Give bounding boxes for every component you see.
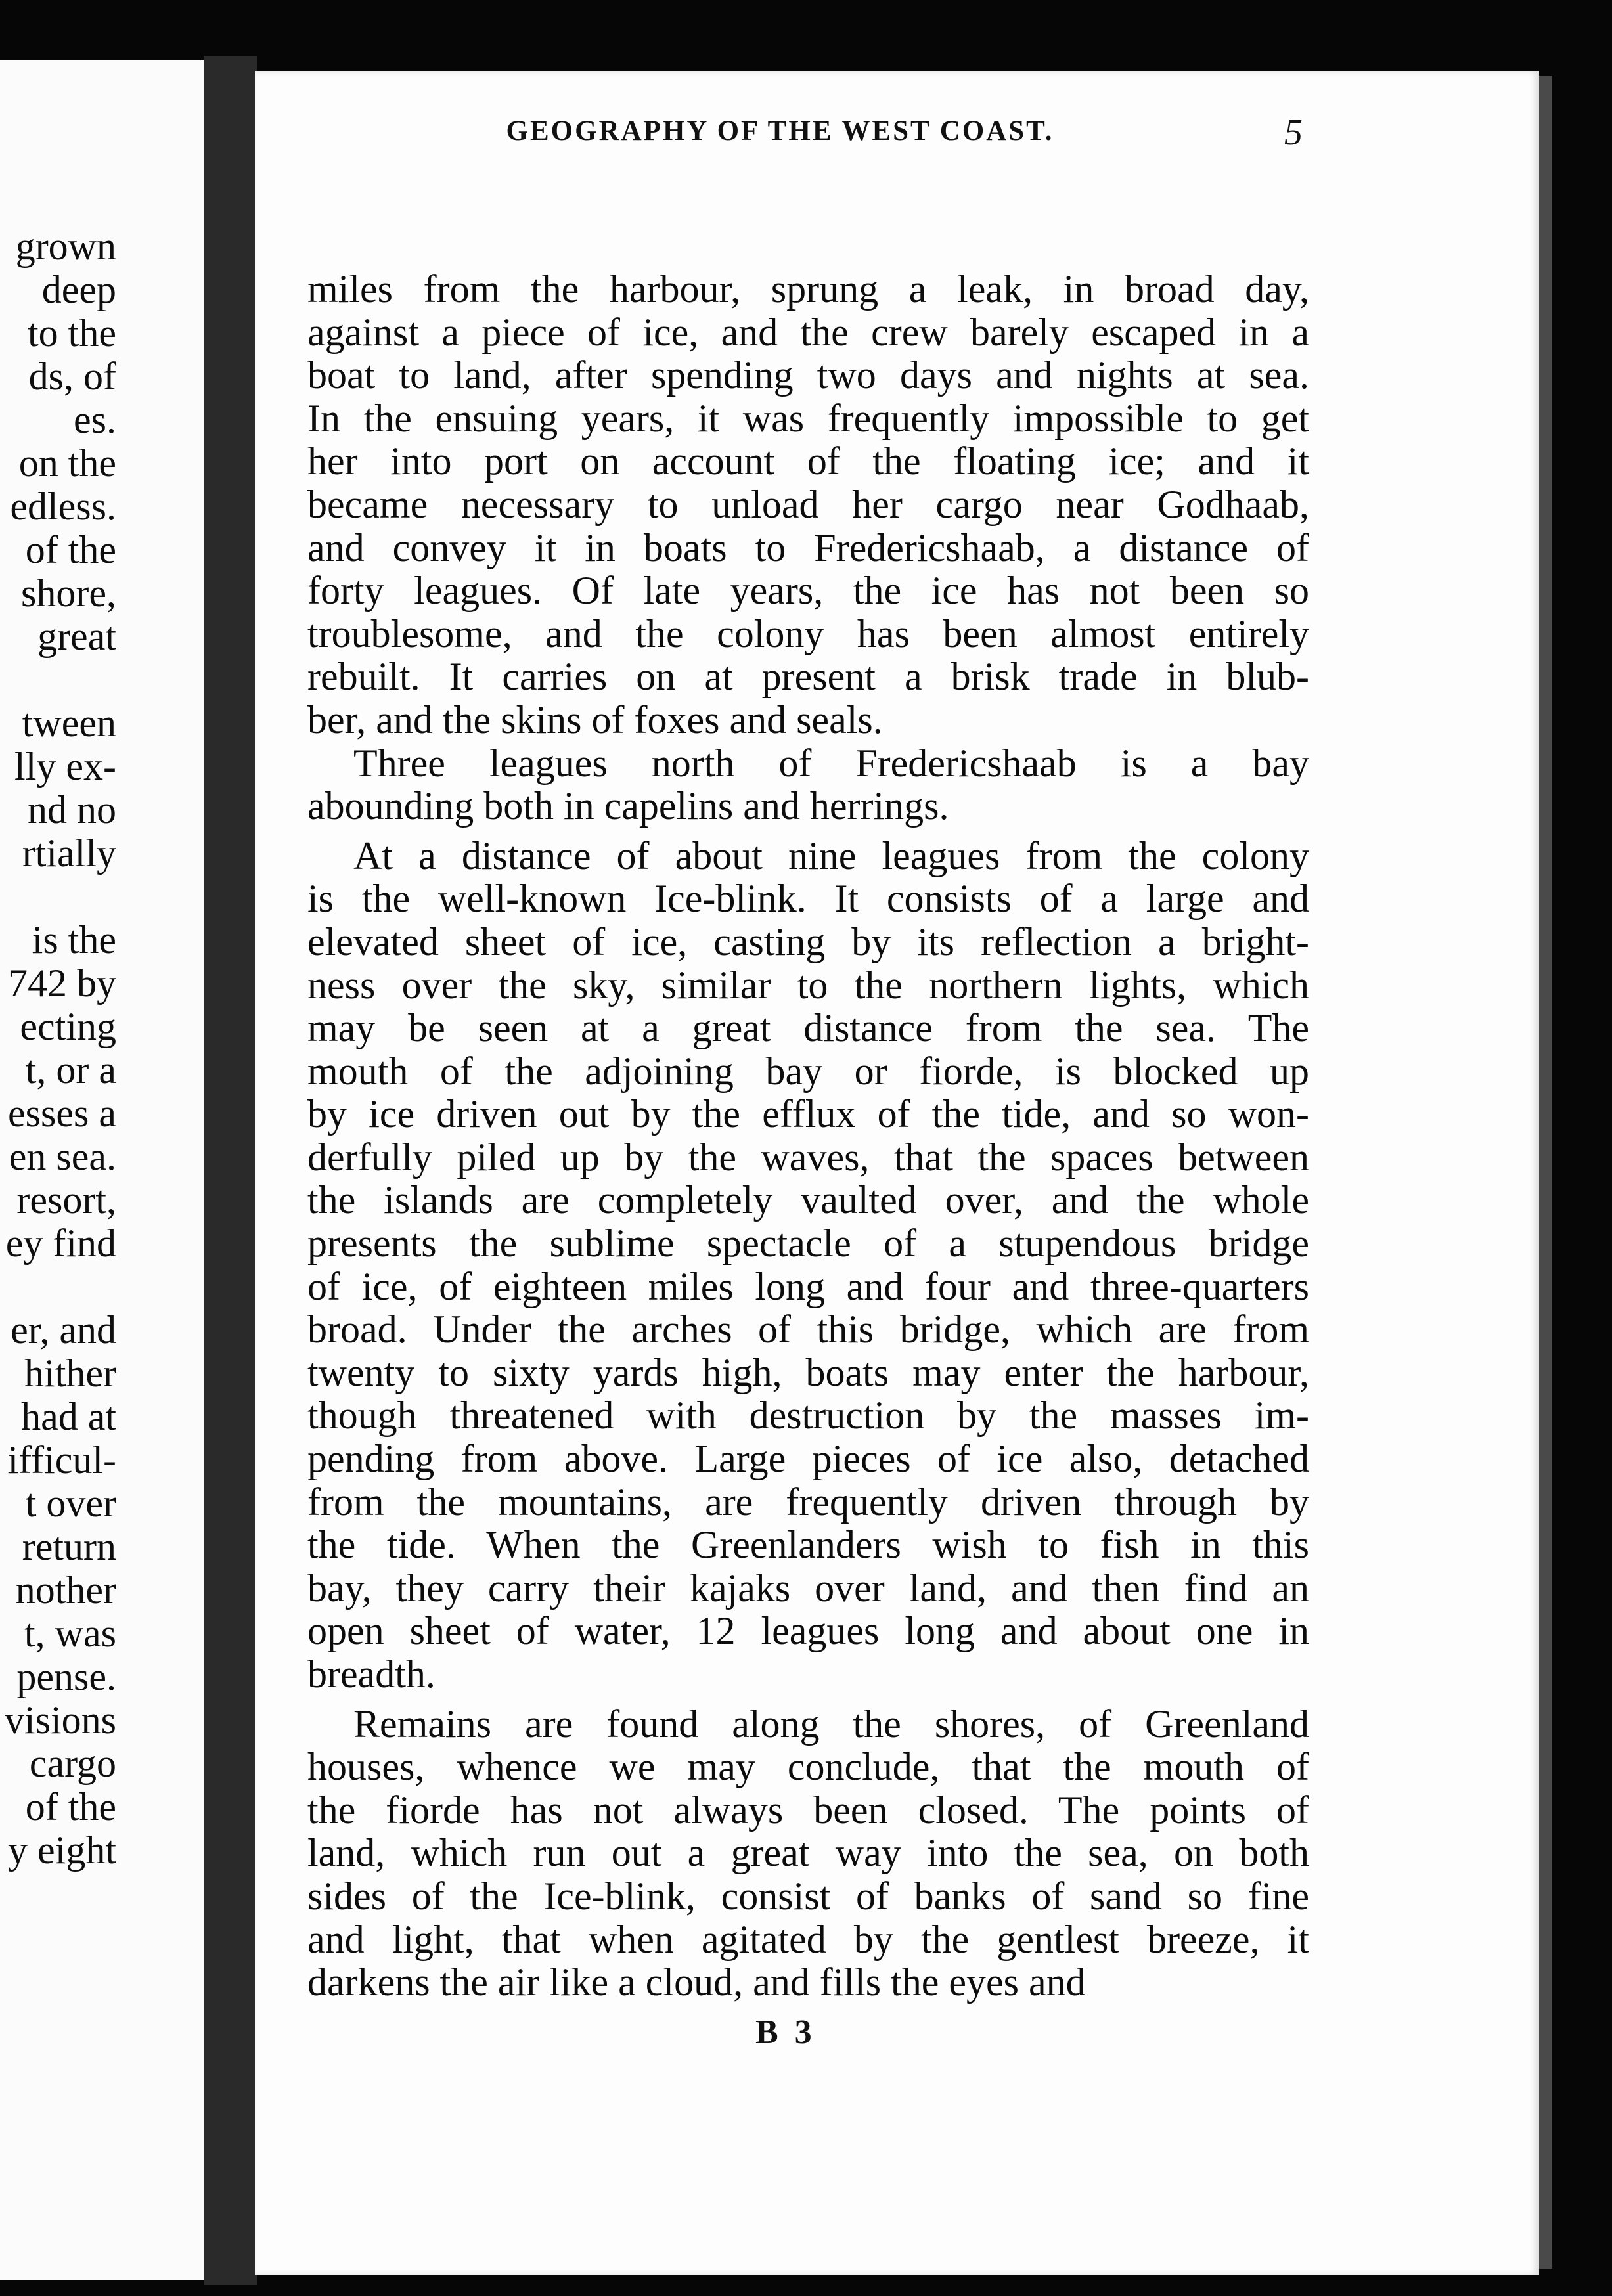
left-page-line: of the [25, 1785, 116, 1828]
text-line: pending from above. Large pieces of ice also, detached [307, 1437, 1309, 1481]
left-page-line: had at [21, 1395, 116, 1438]
running-head: GEOGRAPHY OF THE WEST COAST. [506, 116, 1054, 146]
left-page-line: resort, [16, 1178, 116, 1222]
text-line: twenty to sixty yards high, boats may enter the harbour, [307, 1350, 1309, 1394]
left-page-line: to the [28, 311, 116, 355]
text-line: against a piece of ice, and the crew barely escaped in a [307, 310, 1309, 354]
text-line: darkens the air like a cloud, and fills the eyes and [307, 1960, 1086, 2004]
text-line: from the mountains, are frequently driven through by [307, 1480, 1309, 1524]
text-line: though threatened with destruction by the masses im- [307, 1394, 1309, 1438]
left-page-line: nd no [28, 788, 116, 831]
text-line: In the ensuing years, it was frequently impossible to get [307, 396, 1309, 440]
text-line: broad. Under the arches of this bridge, which are from [307, 1308, 1309, 1352]
text-line: and light, that when agitated by the gentlest breeze, it [307, 1917, 1309, 1961]
text-line: her into port on account of the floating ice; and it [307, 439, 1309, 483]
left-page-line: tween [22, 701, 116, 745]
left-page-line: 742 by [8, 961, 116, 1005]
text-line: abounding both in capelins and herrings. [307, 784, 949, 828]
left-page-line [5, 1265, 116, 1308]
left-page-line: visions [4, 1698, 116, 1742]
left-page-line: nother [15, 1568, 116, 1612]
left-page-line: hither [24, 1352, 116, 1395]
left-page-line: es. [74, 398, 116, 441]
text-line: elevated sheet of ice, casting by its reflection a bright- [307, 919, 1309, 963]
left-page-line: pense. [16, 1655, 116, 1698]
text-line: the fiorde has not always been closed. The points of [307, 1788, 1309, 1832]
text-line: of ice, of eighteen miles long and four and three-quarters [307, 1264, 1309, 1308]
text-line: open sheet of water, 12 leagues long and about one in [307, 1609, 1309, 1653]
text-line: miles from the harbour, sprung a leak, in broad day, [307, 267, 1309, 311]
left-page-line: ds, of [28, 355, 116, 398]
text-line: rebuilt. It carries on at present a brisk trade in blub- [307, 655, 1309, 699]
left-page-line: esses a [8, 1092, 116, 1135]
text-line: At a distance of about nine leagues from the colony [353, 833, 1309, 877]
left-page-text-column [5, 225, 116, 1872]
text-line: may be seen at a great distance from the sea. The [307, 1006, 1309, 1050]
page-number: 5 [1284, 112, 1303, 153]
page-edge [1539, 76, 1552, 2269]
left-page-line: er, and [11, 1308, 116, 1352]
left-page-line: ifficul- [7, 1438, 116, 1482]
text-line: breadth. [307, 1652, 436, 1696]
text-line: Remains are found along the shores, of Greenland [353, 1702, 1309, 1746]
text-line: sides of the Ice-blink, consist of banks of sand so fine [307, 1874, 1309, 1918]
left-page-line: edless. [10, 485, 116, 528]
text-line: and convey it in boats to Fredericshaab, a distance of [307, 525, 1309, 569]
left-page-line: cargo [29, 1742, 116, 1785]
left-page-line: deep [41, 268, 116, 311]
text-line: ber, and the skins of foxes and seals. [307, 697, 883, 741]
left-page-line: is the [32, 918, 116, 961]
text-line: bay, they carry their kajaks over land, and then find an [307, 1566, 1309, 1610]
text-line: Three leagues north of Fredericshaab is a bay [353, 741, 1309, 785]
signature-mark: B 3 [755, 2014, 816, 2051]
paragraph [307, 1703, 1309, 2004]
paragraph [307, 835, 1309, 1696]
text-line: by ice driven out by the efflux of the tide, and so won- [307, 1092, 1309, 1136]
left-page-line: shore, [21, 571, 116, 615]
text-line: troublesome, and the colony has been almost entirely [307, 611, 1309, 655]
left-page-line: t, or a [25, 1048, 116, 1092]
left-page-line: t, was [24, 1612, 116, 1655]
text-line: land, which run out a great way into the sea, on both [307, 1831, 1309, 1875]
left-page [0, 60, 205, 2280]
text-line: mouth of the adjoining bay or fiorde, is blocked up [307, 1049, 1309, 1093]
body-text [307, 268, 1309, 2004]
left-page-line: grown [15, 225, 116, 268]
text-line: boat to land, after spending two days and nights at sea. [307, 353, 1309, 397]
text-line: became necessary to unload her cargo near Godhaab, [307, 482, 1309, 526]
text-line: the islands are completely vaulted over, and the whole [307, 1178, 1309, 1222]
text-line: the tide. When the Greenlanders wish to fish in this [307, 1523, 1309, 1567]
text-line: houses, whence we may conclude, that the mouth of [307, 1745, 1309, 1789]
left-page-line: great [37, 615, 116, 658]
left-page-line: ey find [5, 1222, 116, 1265]
left-page-line: rtially [22, 831, 116, 875]
left-page-line: en sea. [9, 1135, 116, 1178]
left-page-line: of the [25, 528, 116, 571]
paragraph [307, 268, 1309, 742]
text-line: is the well-known Ice-blink. It consists of a large and [307, 877, 1309, 921]
left-page-line: t over [25, 1482, 116, 1525]
paragraph [307, 742, 1309, 828]
left-page-line: y eight [8, 1828, 116, 1872]
book-gutter [204, 56, 257, 2285]
text-line: ness over the sky, similar to the northern lights, which [307, 963, 1309, 1007]
text-line: forty leagues. Of late years, the ice has not been so [307, 569, 1309, 613]
left-page-line [5, 658, 116, 701]
left-page-line: ecting [20, 1005, 116, 1048]
left-page-line: on the [18, 441, 116, 485]
left-page-line: return [22, 1525, 116, 1568]
left-page-line [5, 875, 116, 918]
left-page-line: lly ex- [14, 745, 116, 788]
text-line: derfully piled up by the waves, that the spaces between [307, 1135, 1309, 1179]
text-line: presents the sublime spectacle of a stupendous bridge [307, 1222, 1309, 1266]
